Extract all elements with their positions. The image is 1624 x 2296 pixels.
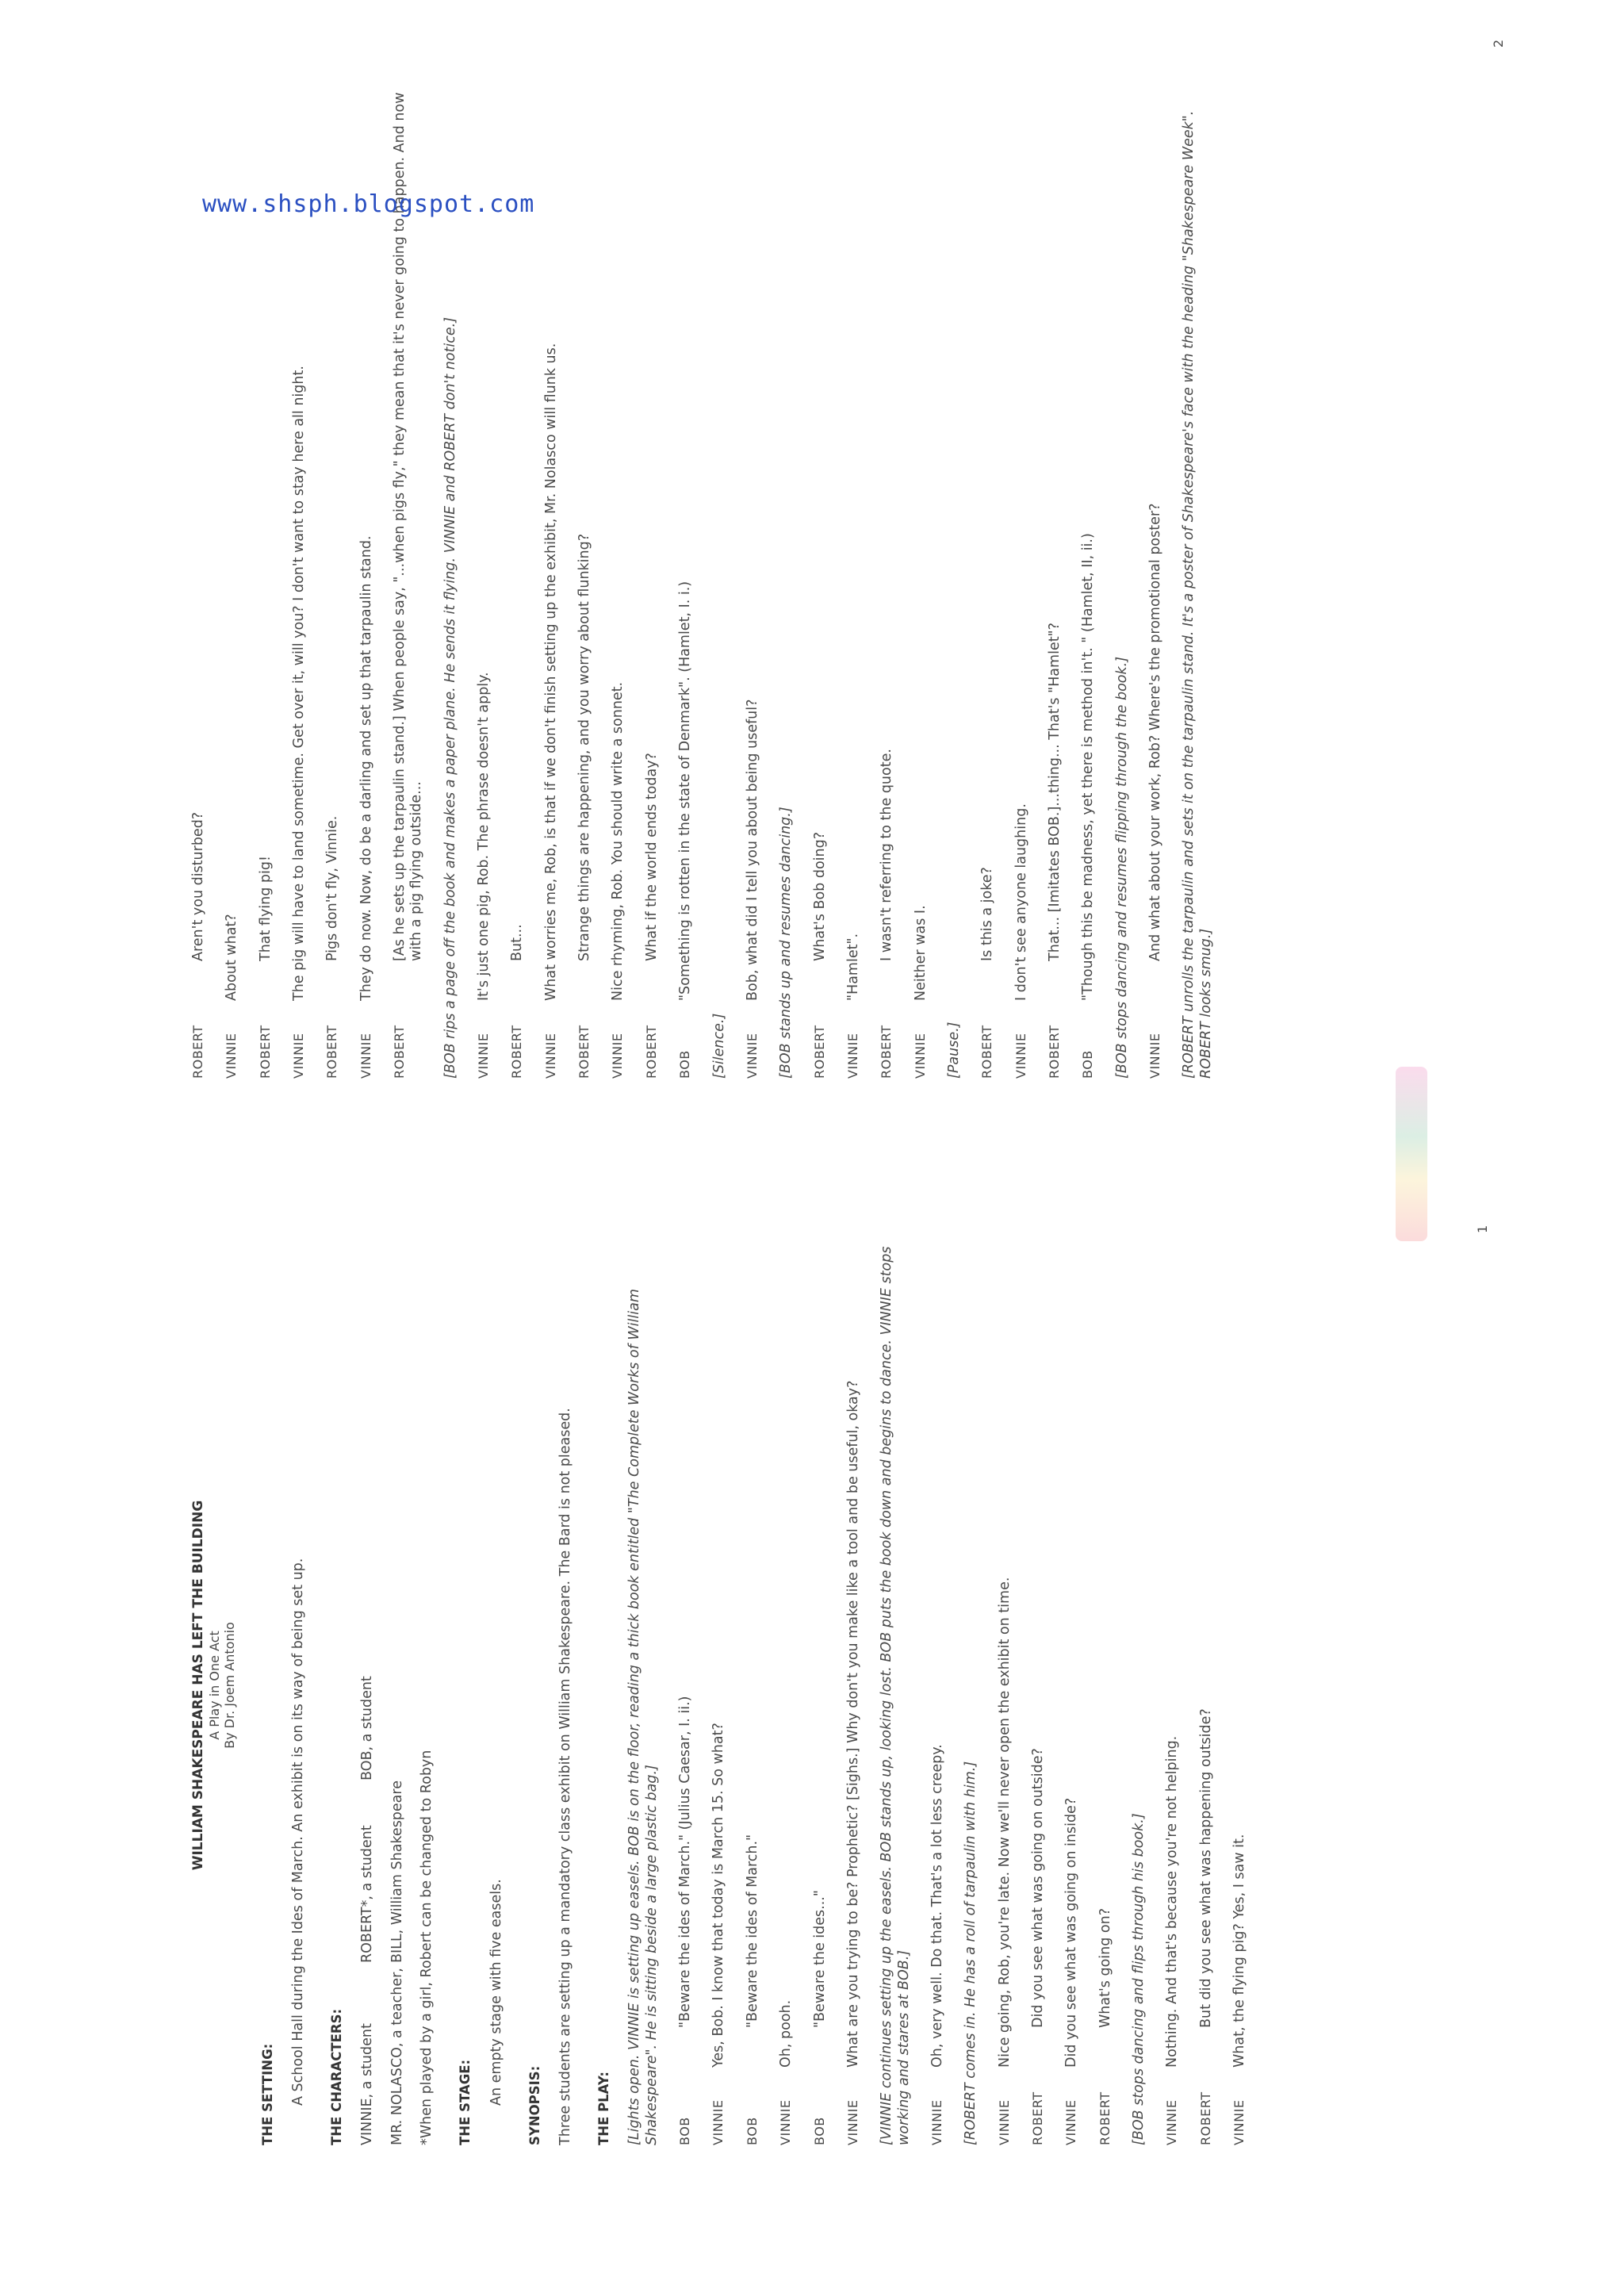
- dialogue-line: [1097, 1225, 1114, 2145]
- page-number-1: 1: [1475, 1225, 1490, 1233]
- stage-direction: [BOB stands up and resumes dancing.]: [778, 807, 795, 1079]
- dialogue-line: [778, 1225, 795, 2145]
- dialogue-line: [710, 1225, 727, 2145]
- speaker-name: ROBERT: [979, 1025, 995, 1079]
- setting-heading: THE SETTING:: [259, 2043, 275, 2145]
- line-text: It's just one pig, Rob. The phrase doesn't apply.: [476, 672, 492, 1001]
- line-text: Did you see what was going on inside?: [1063, 1797, 1080, 2068]
- dialogue-block: [1164, 1225, 1248, 2145]
- synopsis-heading: SYNOPSIS:: [527, 2065, 542, 2145]
- speaker-name: ROBERT: [509, 1025, 525, 1079]
- speaker-name: ROBERT: [324, 1025, 340, 1079]
- play-title: WILLIAM SHAKESPEARE HAS LEFT THE BUILDING: [190, 1500, 206, 1871]
- speaker-name: VINNIE: [912, 1033, 928, 1079]
- speaker-name: VINNIE: [224, 1033, 239, 1079]
- stage-direction: [Silence.]: [710, 1013, 727, 1079]
- stage-text: An empty stage with five easels.: [488, 1879, 504, 2106]
- dialogue-line: [324, 79, 341, 1079]
- speaker-name: VINNIE: [1063, 2099, 1079, 2145]
- site-url-link[interactable]: www.shsph.blogspot.com: [202, 190, 535, 218]
- line-text: "Hamlet".: [845, 933, 861, 1001]
- speaker-name: VINNIE: [778, 2099, 794, 2145]
- line-text: But did you see what was happening outside?: [1197, 1708, 1214, 2028]
- line-text: What if the world ends today?: [643, 753, 660, 961]
- line-text: "Something is rotten in the state of Denmark". (Hamlet, I. i.): [677, 581, 694, 1001]
- character-bill: BILL, William Shakespeare: [389, 1780, 405, 1963]
- play-heading: THE PLAY:: [596, 2072, 612, 2145]
- synopsis-text: Three students are setting up a mandatory class exhibit on William Shakespeare. The Bard is not pleased.: [557, 1408, 573, 2145]
- stage-direction: [Lights open. VINNIE is setting up easels. BOB is on the floor, reading a thick book entitled "The Complete Works of William Shakespeare". He is sitting beside a large plastic bag.]: [626, 1289, 660, 2145]
- line-text: I wasn't referring to the quote.: [879, 749, 895, 961]
- dialogue-line: [677, 1225, 694, 2145]
- dialogue-block: [745, 79, 761, 1079]
- dialogue-line: [476, 79, 492, 1079]
- dialogue-line: [224, 79, 240, 1079]
- dialogue-line: [610, 79, 626, 1079]
- dialogue-line: [1013, 79, 1030, 1079]
- line-text: What's going on?: [1097, 1908, 1113, 2028]
- dialogue-line: [677, 79, 694, 1079]
- line-text: Neither was I.: [912, 905, 929, 1001]
- stage-direction: [BOB rips a page off the book and makes a paper plane. He sends it flying. VINNIE and ROBERT don't notice.]: [442, 316, 458, 1079]
- line-text: Yes, Bob. I know that today is March 15. So what?: [710, 1723, 727, 2068]
- page-number-2: 2: [1491, 39, 1506, 48]
- dialogue-line: [1047, 79, 1063, 1079]
- speaker-name: ROBERT: [1197, 2091, 1213, 2145]
- line-text: Oh, very well. Do that. That's a lot less creepy.: [929, 1744, 945, 2068]
- dialogue-block: [997, 1225, 1114, 2145]
- line-text: "Beware the ides of March." (Julius Caesar, I. ii.): [677, 1696, 694, 2028]
- speaker-name: BOB: [1080, 1050, 1096, 1079]
- line-text: Nothing. And that's because you're not helping.: [1164, 1735, 1181, 2068]
- stage-direction: [ROBERT unrolls the tarpaulin and sets it on the tarpaulin stand. It's a poster of Shakespeare's face with the heading "Shakespeare Week". ROBERT looks smug.]: [1181, 110, 1214, 1079]
- stage-direction: [BOB stops dancing and flips through his book.]: [1130, 1813, 1147, 2145]
- speaker-name: VINNIE: [845, 2099, 860, 2145]
- character-vinnie: VINNIE, a student: [359, 2023, 376, 2145]
- dialogue-line: [1164, 1225, 1181, 2145]
- speaker-name: VINNIE: [1164, 2099, 1180, 2145]
- line-text: That... [Imitates BOB.]...thing... That's "Hamlet"?: [1046, 623, 1063, 961]
- line-text: Did you see what was going on outside?: [1029, 1748, 1046, 2028]
- speaker-name: ROBERT: [257, 1025, 273, 1079]
- dialogue-line: [745, 79, 761, 1079]
- line-text: What worries me, Rob, is that if we don't finish setting up the exhibit, Mr. Nolasco will flunk us.: [542, 343, 559, 1001]
- speaker-name: BOB: [677, 1050, 693, 1079]
- dialogue-line: [358, 79, 375, 1079]
- line-text: "Beware the ides of March.": [744, 1834, 760, 2028]
- dialogue-line: [543, 79, 560, 1079]
- speaker-name: BOB: [677, 2117, 693, 2145]
- stage-heading: THE STAGE:: [458, 2059, 473, 2145]
- line-text: "Though this be madness, yet there is method in't. " (Hamlet, II, ii.): [1080, 533, 1097, 1001]
- dialogue-line: [929, 1225, 946, 2145]
- dialogue-line: [1231, 1225, 1248, 2145]
- speaker-name: VINNIE: [710, 2099, 726, 2145]
- dialogue-block: [812, 79, 929, 1079]
- dialogue-line: [845, 79, 862, 1079]
- stage-direction: [ROBERT comes in. He has a roll of tarpaulin with him.]: [963, 1761, 979, 2145]
- speaker-name: ROBERT: [1097, 2091, 1113, 2145]
- stage-direction: [VINNIE continues setting up the easels. BOB stands up, looking lost. BOB puts the book down and begins to dance. VINNIE stops working and stares at BOB.]: [879, 1246, 912, 2145]
- speaker-name: ROBERT: [190, 1025, 205, 1079]
- dialogue-line: [1063, 1225, 1080, 2145]
- characters-row-2: [389, 1225, 406, 2145]
- stage-direction: [BOB stops dancing and resumes flipping through the book.]: [1113, 656, 1130, 1079]
- line-text: I don't see anyone laughing.: [1013, 803, 1029, 1001]
- dialogue-line: [1147, 79, 1164, 1079]
- characters-row-1: [359, 1225, 376, 2145]
- stage-direction: [Pause.]: [945, 1022, 962, 1079]
- dialogue-block: [677, 1225, 862, 2145]
- dialogue-line: [291, 79, 308, 1079]
- dialogue-line: [997, 1225, 1013, 2145]
- dialogue-line: [576, 79, 593, 1079]
- speaker-name: ROBERT: [643, 1025, 659, 1079]
- line-text: That flying pig!: [257, 855, 274, 961]
- dialogue-line: [1030, 1225, 1047, 2145]
- script-page-2: [190, 79, 1231, 1079]
- line-text: But...: [509, 924, 526, 961]
- dialogue-line: [509, 79, 526, 1079]
- line-text: And what about your work, Rob? Where's the promotional poster?: [1147, 503, 1163, 961]
- speaker-name: VINNIE: [1013, 1033, 1028, 1079]
- speaker-name: ROBERT: [576, 1025, 592, 1079]
- play-author: By Dr. Joem Antonio: [222, 1622, 238, 1749]
- line-text: Strange things are happening, and you worry about flunking?: [576, 533, 593, 961]
- dialogue-line: [644, 79, 661, 1079]
- speaker-name: VINNIE: [929, 2099, 944, 2145]
- dialogue-line: [879, 79, 895, 1079]
- dialogue-line: [258, 79, 274, 1079]
- watermark-logo: [1396, 1067, 1427, 1241]
- dialogue-line: [1080, 79, 1097, 1079]
- setting-text: A School Hall during the Ides of March. An exhibit is on its way of being set up.: [289, 1558, 306, 2106]
- script-page-1: [190, 1225, 1265, 2145]
- speaker-name: VINNIE: [845, 1033, 860, 1079]
- characters-note: *When played by a girl, Robert can be changed to Robyn: [419, 1750, 435, 2145]
- dialogue-block: [979, 79, 1097, 1079]
- speaker-name: VINNIE: [542, 1033, 558, 1079]
- dialogue-line: [845, 1225, 862, 2145]
- line-text: They do now. Now, do be a darling and set up that tarpaulin stand.: [358, 535, 374, 1001]
- play-subtitle: A Play in One Act: [206, 1631, 222, 1740]
- speaker-name: VINNIE: [1231, 2099, 1247, 2145]
- speaker-name: VINNIE: [996, 2099, 1012, 2145]
- line-text: Nice going, Rob, you're late. Now we'll never open the exhibit on time.: [996, 1577, 1013, 2068]
- dialogue-line: [745, 1225, 761, 2145]
- line-text: Is this a joke?: [979, 867, 996, 961]
- line-text: The pig will have to land sometime. Get over it, will you? I don't want to stay here all night.: [291, 366, 308, 1001]
- line-text: Nice rhyming, Rob. You should write a sonnet.: [610, 681, 626, 1001]
- speaker-name: ROBERT: [879, 1025, 894, 1079]
- dialogue-line: [1198, 1225, 1215, 2145]
- dialogue-line: [979, 79, 996, 1079]
- line-text: What's Bob doing?: [811, 831, 828, 961]
- speaker-name: BOB: [744, 2117, 760, 2145]
- speaker-name: VINNIE: [744, 1033, 760, 1079]
- dialogue-line: [812, 1225, 829, 2145]
- dialogue-line: [392, 79, 426, 1079]
- speaker-name: VINNIE: [358, 1033, 373, 1079]
- dialogue-line: [190, 79, 207, 1079]
- line-text: Bob, what did I tell you about being useful?: [744, 699, 760, 1001]
- speaker-name: ROBERT: [811, 1025, 827, 1079]
- line-text: Oh, pooh.: [778, 1999, 795, 2068]
- speaker-name: ROBERT: [1046, 1025, 1062, 1079]
- dialogue-block: [190, 79, 426, 1079]
- speaker-name: VINNIE: [1147, 1033, 1162, 1079]
- line-text: Aren't you disturbed?: [190, 811, 206, 961]
- speaker-name: VINNIE: [291, 1033, 307, 1079]
- character-robert: ROBERT*, a student: [359, 1825, 376, 1963]
- speaker-name: VINNIE: [476, 1033, 492, 1079]
- character-nolasco: MR. NOLASCO, a teacher,: [389, 1968, 405, 2145]
- line-text: About what?: [224, 914, 240, 1001]
- speaker-name: BOB: [811, 2117, 827, 2145]
- line-text: What are you trying to be? Prophetic? [Sighs.] Why don't you make like a tool and be useful, okay?: [845, 1380, 861, 2068]
- dialogue-block: [476, 79, 694, 1079]
- dialogue-block: [929, 1225, 946, 2145]
- dialogue-line: [913, 79, 929, 1079]
- dialogue-line: [812, 79, 829, 1079]
- line-text: [As he sets up the tarpaulin stand.] When people say, "...when pigs fly," they mean that it's never going to happen. And now with a pig flying outside...: [392, 92, 425, 961]
- line-text: Pigs don't fly, Vinnie.: [324, 815, 341, 961]
- speaker-name: ROBERT: [392, 1025, 408, 1079]
- speaker-name: ROBERT: [1029, 2091, 1045, 2145]
- speaker-name: VINNIE: [610, 1033, 626, 1079]
- characters-heading: THE CHARACTERS:: [329, 2008, 345, 2145]
- dialogue-block: [1147, 79, 1164, 1079]
- character-bob: BOB, a student: [359, 1676, 376, 1780]
- line-text: What, the flying pig? Yes, I saw it.: [1231, 1834, 1247, 2068]
- line-text: "Beware the ides...": [811, 1890, 828, 2028]
